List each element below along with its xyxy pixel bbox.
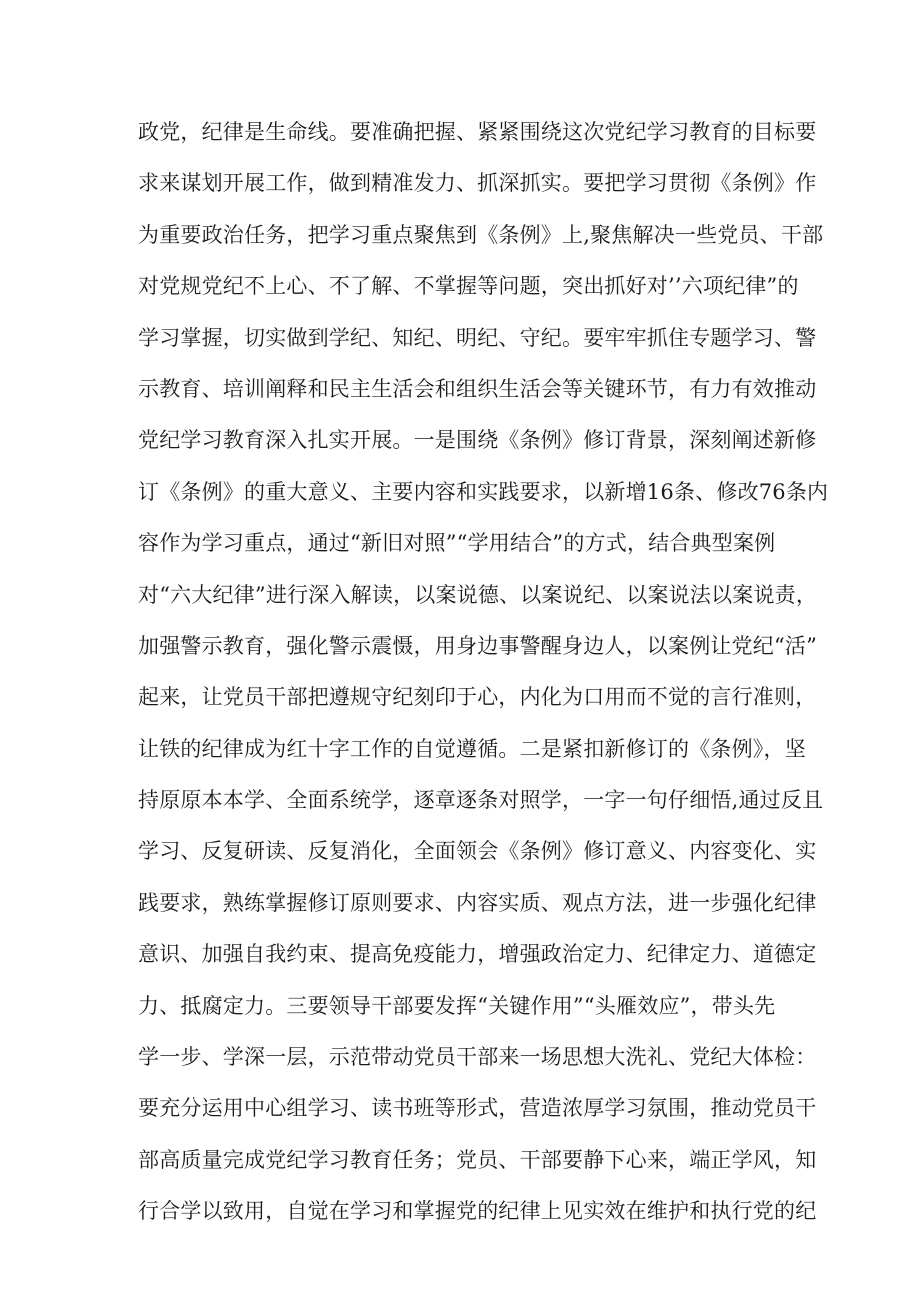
text-line: 部高质量完成党纪学习教育任务；党员、干部要静下心来，端正学风，知 [138,1147,817,1172]
text-line: 让铁的纪律成为红十字工作的自觉遵循。二是紧扣新修订的《条例》，坚 [138,736,806,761]
text-line: 学习、反复研读、反复消化，全面领会《条例》修订意义、内容变化、实 [138,839,817,864]
text-line: 起来，让党员干部把遵规守纪刻印于心，内化为口用而不觉的言行准则， [138,685,817,710]
text-line: 行合学以致用，自觉在学习和掌握党的纪律上见实效在维护和执行党的纪 [138,1199,817,1224]
text-line: 对“六大纪律”进行深入解读，以案说德、以案说纪、以案说法以案说责， [138,582,818,607]
text-line: 加强警示教育，强化警示震慑，用身边事警醒身边人，以案例让党纪“活” [138,633,818,658]
text-line: 意识、加强自我约束、提高免疫能力，增强政治定力、纪律定力、道德定 [138,942,817,967]
text-line: 订《条例》的重大意义、主要内容和实践要求，以新增16条、修改76条内 [138,479,829,504]
text-line: 对党规党纪不上心、不了解、不掌握等问题，突出抓好对’’六项纪律”的 [138,274,799,299]
text-line: 党纪学习教育深入扎实开展。一是围绕《条例》修订背景，深刻阐述新修 [138,428,817,453]
text-line: 要充分运用中心组学习、读书班等形式，营造浓厚学习氛围，推动党员干 [138,1096,817,1121]
text-line: 求来谋划开展工作，做到精准发力、抓深抓实。要把学习贯彻《条例》作 [138,171,817,196]
text-line: 持原原本本学、全面系统学，逐章逐条对照学，一字一句仔细悟,通过反且 [138,788,824,813]
text-line: 示教育、培训阐释和民主生活会和组织生活会等关键环节，有力有效推动 [138,376,817,401]
body-text [138,107,829,1238]
text-line: 容作为学习重点，通过“新旧对照”“学用结合”的方式，结合典型案例 [138,531,776,556]
text-line: 力、抵腐定力。三要领导干部要发挥“关键作用”“头雁效应”，带头先 [138,993,776,1018]
text-line: 为重要政治任务，把学习重点聚焦到《条例》上,聚焦解决一些党员、干部 [138,222,824,247]
text-line: 政党，纪律是生命线。要准确把握、紧紧围绕这次党纪学习教育的目标要 [138,120,817,144]
text-line: 学一步、学深一层，示范带动党员干部来一场思想大洗礼、党纪大体检： [138,1045,817,1070]
text-line: 学习掌握，切实做到学纪、知纪、明纪、守纪。要牢牢抓住专题学习、警 [138,325,817,350]
text-line: 践要求，熟练掌握修订原则要求、内容实质、观点方法，进一步强化纪律 [138,890,817,915]
